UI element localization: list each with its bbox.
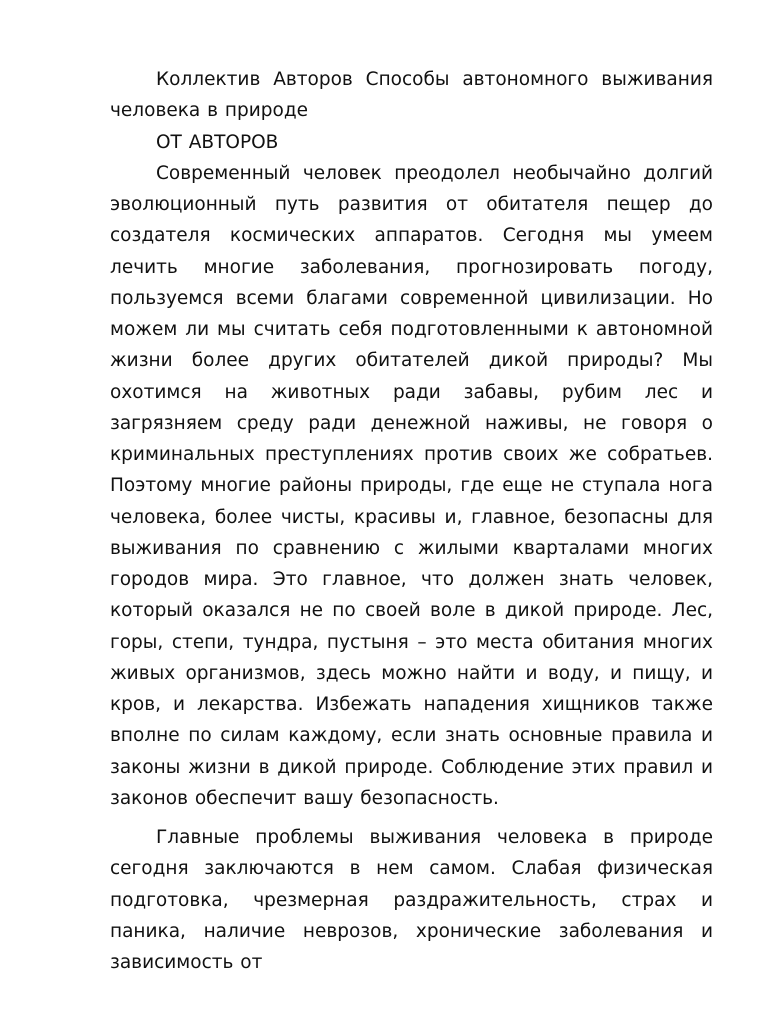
paragraph-1: Современный человек преодолел необычайно долгий эволюционный путь развития от обитателя пещер до создателя космических аппаратов. Сегодня мы умеем лечить многие заболевания, прогнозировать погоду, пользуемся всеми благами современной цивилизации. Но можем ли мы считать себя подготовленными к автономной жизни более других обитателей дикой природы? Мы охотимся на животных ради забавы, рубим лес и загрязняем среду ради денежной наживы, не говоря о криминальных преступлениях против своих же собратьев. Поэтому многие районы природы, где еще не ступала нога человека, более чисты, красивы и, главное, безопасны для выживания по сравнению с жилыми кварталами многих городов мира. Это главное, что должен знать человек, который оказался не по своей воле в дикой природе. Лес, горы, степи, тундра, пустыня – это места обитания многих живых организмов, здесь можно найти и воду, и пищу, и кров, и лекарства. Избежать нападения хищников также вполне по силам каждому, если знать основные правила и законы жизни в дикой природе. Соблюдение этих правил и законов обеспечит вашу безопасность. <box>110 162 713 809</box>
section-heading: ОТ АВТОРОВ <box>156 131 279 153</box>
paragraph-2: Главные проблемы выживания человека в природе сегодня заключаются в нем самом. Слабая физическая подготовка, чрезмерная раздражительность, страх и паника, наличие неврозов, хронические заболевания и зависимость от <box>110 827 713 973</box>
document-title-line: Коллектив Авторов Способы автономного выживания человека в природе <box>110 69 713 122</box>
document-page <box>110 64 713 986</box>
